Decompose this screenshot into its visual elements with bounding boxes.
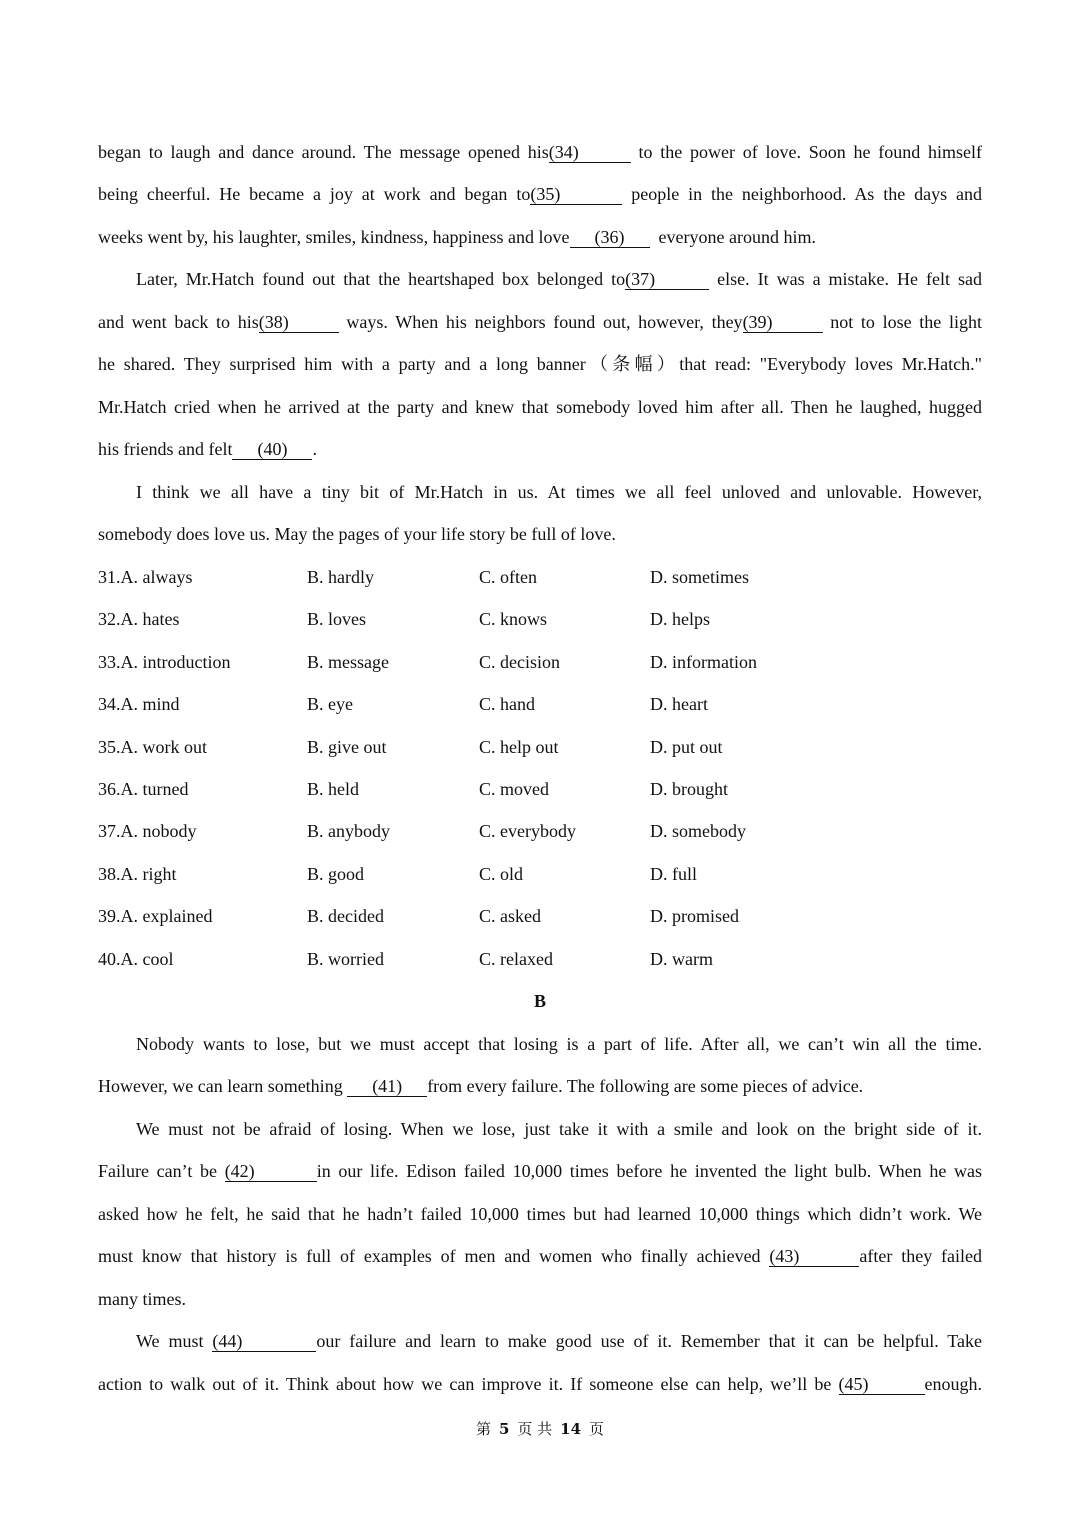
option-b: B. message: [307, 652, 389, 672]
option-c: C. often: [479, 567, 537, 587]
option-b: B. anybody: [307, 821, 390, 841]
option-b: B. decided: [307, 906, 384, 926]
passage-line: Later, Mr.Hatch found out that the heartshaped box belonged to(37) else. It was a mistake. He felt sad: [136, 269, 982, 289]
passage-line: he shared. They surprised him with a party and a long banner（条幅）that read: "Everybody loves Mr.Hatch.": [98, 354, 982, 374]
option-c: C. asked: [479, 906, 541, 926]
passage-line: his friends and felt (40) .: [98, 439, 317, 459]
option-c: C. moved: [479, 779, 549, 799]
option-d: D. information: [650, 652, 757, 672]
option-a: 40.A. cool: [98, 949, 174, 969]
blank-36: (36): [570, 228, 650, 248]
option-c: C. old: [479, 864, 524, 884]
passage-line: asked how he felt, he said that he hadn’t failed 10,000 times but had learned 10,000 things which didn’t work. We: [98, 1204, 982, 1224]
option-a: 39.A. explained: [98, 906, 213, 926]
passage-line: being cheerful. He became a joy at work and began to(35) people in the neighborhood. As the days and: [98, 184, 982, 204]
passage-line: must know that history is full of examples of men and women who finally achieved (43) after they failed: [98, 1246, 983, 1266]
passage-line: many times.: [98, 1289, 186, 1309]
option-d: D. promised: [650, 906, 739, 926]
passage-line: I think we all have a tiny bit of Mr.Hatch in us. At times we all feel unloved and unlovable. However,: [136, 482, 982, 502]
page-footer: 第 5 页 共 14 页: [475, 1420, 605, 1438]
option-d: D. put out: [650, 737, 723, 757]
option-d: D. heart: [650, 694, 708, 714]
total-pages: 14: [560, 1420, 582, 1438]
blank-35: (35): [530, 185, 622, 205]
blank-41: (41): [347, 1077, 427, 1097]
option-b: B. give out: [307, 737, 387, 757]
blank-38: (38): [259, 313, 339, 333]
blank-40: (40): [232, 440, 312, 460]
passage-line: action to walk out of it. Think about how we can improve it. If someone else can help, we’ll be (45) enough.: [98, 1374, 983, 1394]
option-a: 35.A. work out: [98, 737, 207, 757]
passage-line: However, we can learn something (41) from every failure. The following are some pieces of advice.: [98, 1076, 864, 1096]
option-d: D. brought: [650, 779, 728, 799]
option-b: B. loves: [307, 609, 367, 629]
option-c: C. decision: [479, 652, 560, 672]
option-b: B. held: [307, 779, 359, 799]
option-b: B. worried: [307, 949, 384, 969]
passage-line: We must not be afraid of losing. When we lose, just take it with a smile and look on the bright side of it.: [136, 1119, 982, 1139]
blank-44: (44): [212, 1332, 316, 1352]
blank-34: (34): [549, 143, 631, 163]
page-number: 5: [498, 1420, 510, 1438]
blank-45: (45): [839, 1375, 925, 1395]
section-title: B: [533, 991, 546, 1011]
blank-42: (42): [225, 1162, 317, 1182]
option-a: 31.A. always: [98, 567, 193, 587]
option-d: D. warm: [650, 949, 713, 969]
option-b: B. hardly: [307, 567, 374, 587]
option-c: C. help out: [479, 737, 559, 757]
option-a: 32.A. hates: [98, 609, 180, 629]
blank-43: (43): [769, 1247, 859, 1267]
option-a: 38.A. right: [98, 864, 177, 884]
passage-line: somebody does love us. May the pages of your life story be full of love.: [98, 524, 616, 544]
option-a: 33.A. introduction: [98, 652, 231, 672]
passage-line: Failure can’t be (42) in our life. Edison failed 10,000 times before he invented the light bulb. When he was: [98, 1161, 982, 1181]
option-a: 34.A. mind: [98, 694, 180, 714]
option-c: C. relaxed: [479, 949, 553, 969]
option-a: 37.A. nobody: [98, 821, 197, 841]
document-body: [98, 0, 982, 1528]
option-d: D. sometimes: [650, 567, 749, 587]
passage-line: We must (44) our failure and learn to make good use of it. Remember that it can be helpful. Take: [136, 1331, 982, 1351]
passage-line: began to laugh and dance around. The message opened his(34) to the power of love. Soon he found himself: [98, 142, 982, 162]
blank-39: (39): [743, 313, 823, 333]
blank-37: (37): [625, 270, 709, 290]
option-b: B. eye: [307, 694, 353, 714]
option-d: D. somebody: [650, 821, 746, 841]
option-a: 36.A. turned: [98, 779, 189, 799]
option-c: C. knows: [479, 609, 548, 629]
passage-line: and went back to his(38) ways. When his neighbors found out, however, they(39) not to lose the light: [98, 312, 982, 332]
option-d: D. helps: [650, 609, 710, 629]
passage-line: Nobody wants to lose, but we must accept that losing is a part of life. After all, we can’t win all the time.: [136, 1034, 982, 1054]
option-b: B. good: [307, 864, 365, 884]
option-d: D. full: [650, 864, 697, 884]
option-c: C. everybody: [479, 821, 576, 841]
option-c: C. hand: [479, 694, 535, 714]
passage-line: Mr.Hatch cried when he arrived at the party and knew that somebody loved him after all. Then he laughed, hugged: [98, 397, 982, 417]
passage-line: weeks went by, his laughter, smiles, kindness, happiness and love (36) everyone around him.: [98, 227, 816, 247]
